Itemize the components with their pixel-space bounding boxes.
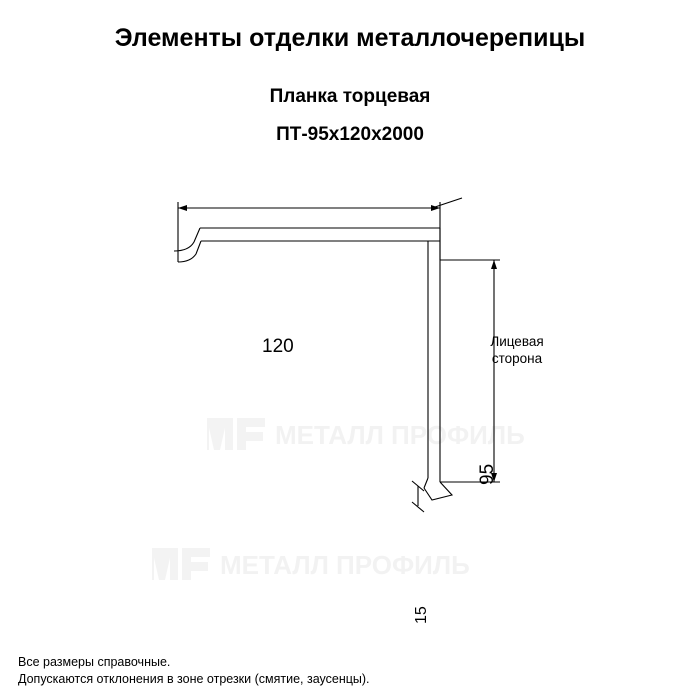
- page-title: Элементы отделки металлочерепицы: [114, 24, 586, 52]
- profile-outline: [0, 150, 700, 550]
- face-side-label-line1: Лицевая: [490, 334, 544, 349]
- footer-notes: [18, 654, 370, 688]
- product-name: Планка торцевая: [269, 86, 431, 107]
- technical-drawing: [0, 150, 700, 624]
- profile-bottom-inner: [424, 478, 428, 488]
- product-code: ПТ-95x120x2000: [276, 124, 424, 145]
- footer-note-2: Допускаются отклонения в зоне отрезки (смятие, заусенцы).: [18, 672, 370, 686]
- profile-bottom-return: [424, 482, 452, 500]
- dimension-120: 120: [262, 336, 294, 357]
- watermark-label-2: МЕТАЛЛ ПРОФИЛЬ: [220, 550, 470, 580]
- leader-face-label: [432, 198, 462, 208]
- dimension-95: 95: [477, 463, 498, 485]
- footer-note-1: Все размеры справочные.: [18, 655, 171, 669]
- face-side-label-line2: сторона: [491, 351, 543, 366]
- face-side-label: [462, 333, 572, 367]
- profile-hook-lower: [178, 241, 201, 262]
- watermark-label-1: МЕТАЛЛ ПРОФИЛЬ: [275, 420, 525, 450]
- dimension-15: 15: [413, 606, 430, 624]
